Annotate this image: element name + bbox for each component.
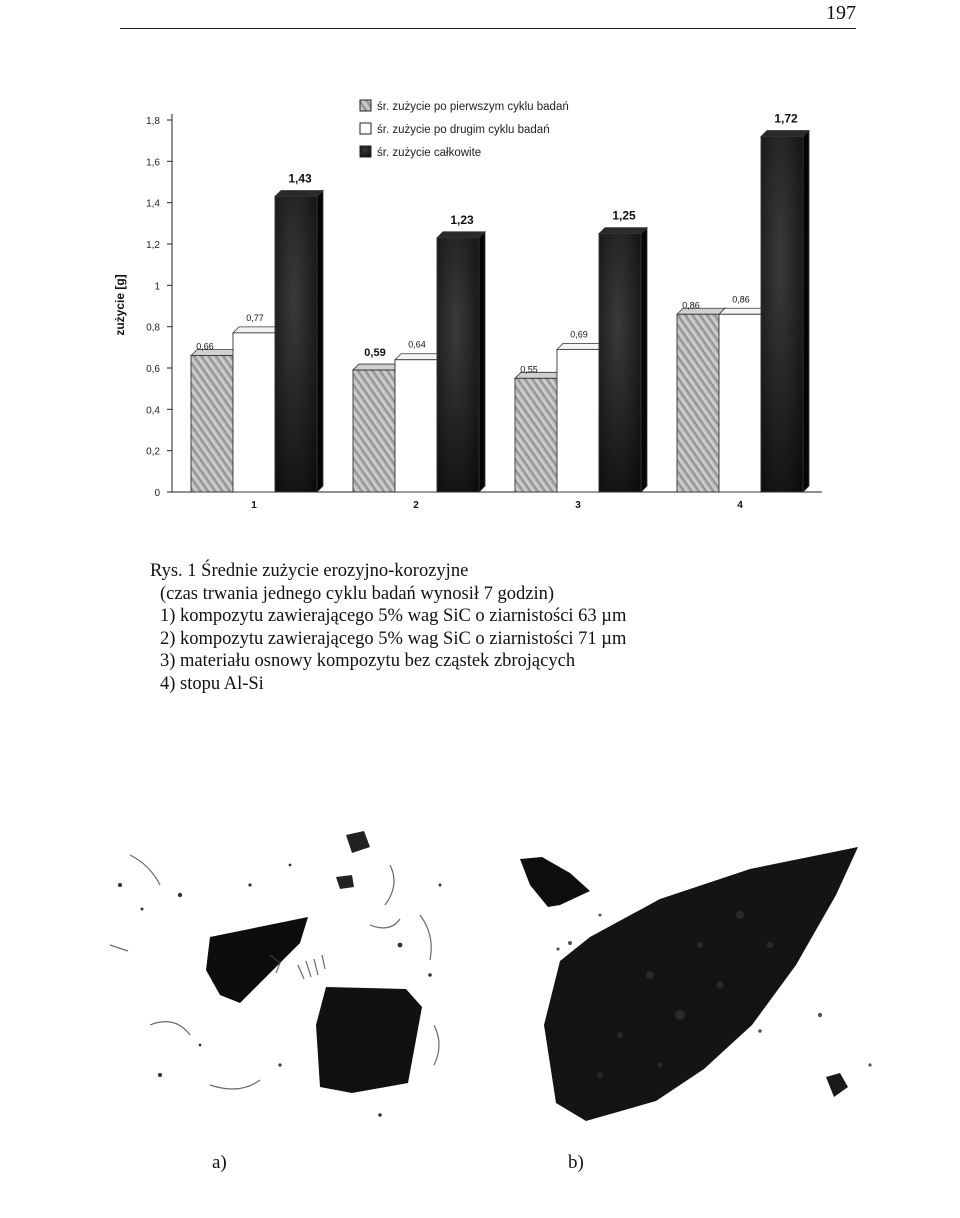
bar-top	[719, 308, 767, 314]
chart-bars	[191, 131, 809, 492]
bar-value-label: 1,43	[288, 171, 312, 186]
chart-legend	[360, 100, 569, 159]
legend-swatch	[360, 100, 371, 111]
legend-swatch	[360, 123, 371, 134]
micrograph-a	[90, 825, 470, 1145]
bar-value-label: 0,64	[408, 339, 426, 350]
bar-side	[641, 228, 647, 492]
x-tick-label: 1	[251, 500, 257, 511]
bar-value-label: 0,86	[732, 294, 750, 305]
bar	[275, 196, 317, 492]
x-tick-label: 3	[575, 500, 581, 511]
bar-side	[803, 131, 809, 492]
bar-top	[275, 190, 323, 196]
header-rule	[120, 28, 856, 29]
caption-item-1: 1) kompozytu zawierającego 5% wag SiC o ziarnistości 63 µm	[160, 606, 627, 626]
bar-side	[479, 232, 485, 492]
bar	[395, 360, 437, 492]
bar-top	[557, 343, 605, 349]
micrograph-b-label: b)	[568, 1152, 584, 1173]
micrograph-b	[490, 825, 890, 1145]
bar-chart	[110, 90, 840, 520]
y-tick-label: 0,2	[146, 446, 160, 458]
bar-value-label: 0,69	[570, 329, 588, 340]
bar-value-label: 0,77	[246, 312, 264, 323]
page-number: 197	[826, 2, 856, 24]
bar-value-label: 1,72	[774, 111, 798, 126]
bar-top	[395, 354, 443, 360]
legend-label: śr. zużycie po drugim cyklu badań	[377, 124, 550, 136]
x-tick-label: 2	[413, 500, 419, 511]
y-tick-label: 1,4	[146, 198, 160, 210]
legend-label: śr. zużycie po pierwszym cyklu badań	[377, 101, 569, 113]
bar-value-label: 1,23	[450, 212, 474, 227]
bar-top	[233, 327, 281, 333]
bar	[515, 378, 557, 492]
bar	[353, 370, 395, 492]
y-tick-label: 0,4	[146, 405, 160, 417]
bar	[719, 314, 761, 492]
caption-item-3: 3) materiału osnowy kompozytu bez cząstek zbrojących	[160, 651, 576, 671]
bar-top	[437, 232, 485, 238]
y-tick-label: 1	[154, 281, 160, 293]
caption-item-4: 4) stopu Al-Si	[160, 673, 264, 694]
caption-note: (czas trwania jednego cyklu badań wynosił 7 godzin)	[160, 583, 555, 604]
bar-value-label: 0,86	[682, 300, 700, 311]
figure-caption	[150, 560, 880, 695]
caption-item-2: 2) kompozytu zawierającego 5% wag SiC o ziarnistości 71 µm	[160, 628, 627, 649]
bar	[437, 238, 479, 492]
bar-top	[599, 228, 647, 234]
legend-swatch	[360, 146, 371, 157]
bar-side	[317, 190, 323, 492]
micrograph-a-label: a)	[212, 1152, 227, 1173]
bar	[677, 314, 719, 492]
y-tick-label: 1,6	[146, 157, 160, 169]
y-tick-label: 0,8	[146, 322, 160, 334]
bar	[233, 333, 275, 492]
x-tick-label: 4	[737, 500, 743, 511]
bar-value-label: 0,66	[196, 341, 214, 352]
bar-top	[761, 131, 809, 137]
bar-top	[353, 364, 401, 370]
y-tick-label: 1,2	[146, 240, 160, 251]
y-tick-label: 1,8	[146, 116, 160, 127]
caption-title: Rys. 1 Średnie zużycie erozyjno-korozyjne	[150, 561, 469, 581]
bar-value-label: 1,25	[612, 208, 636, 223]
y-axis-title: zużycie [g]	[113, 274, 127, 336]
bar	[599, 234, 641, 492]
bar	[557, 349, 599, 492]
y-tick-label: 0,6	[146, 364, 160, 375]
bar	[761, 137, 803, 492]
legend-label: śr. zużycie całkowite	[377, 147, 482, 159]
bar-value-label: 0,55	[520, 364, 538, 375]
bar-value-label: 0,59	[364, 347, 386, 360]
y-tick-label: 0	[154, 488, 160, 499]
bar	[191, 356, 233, 492]
